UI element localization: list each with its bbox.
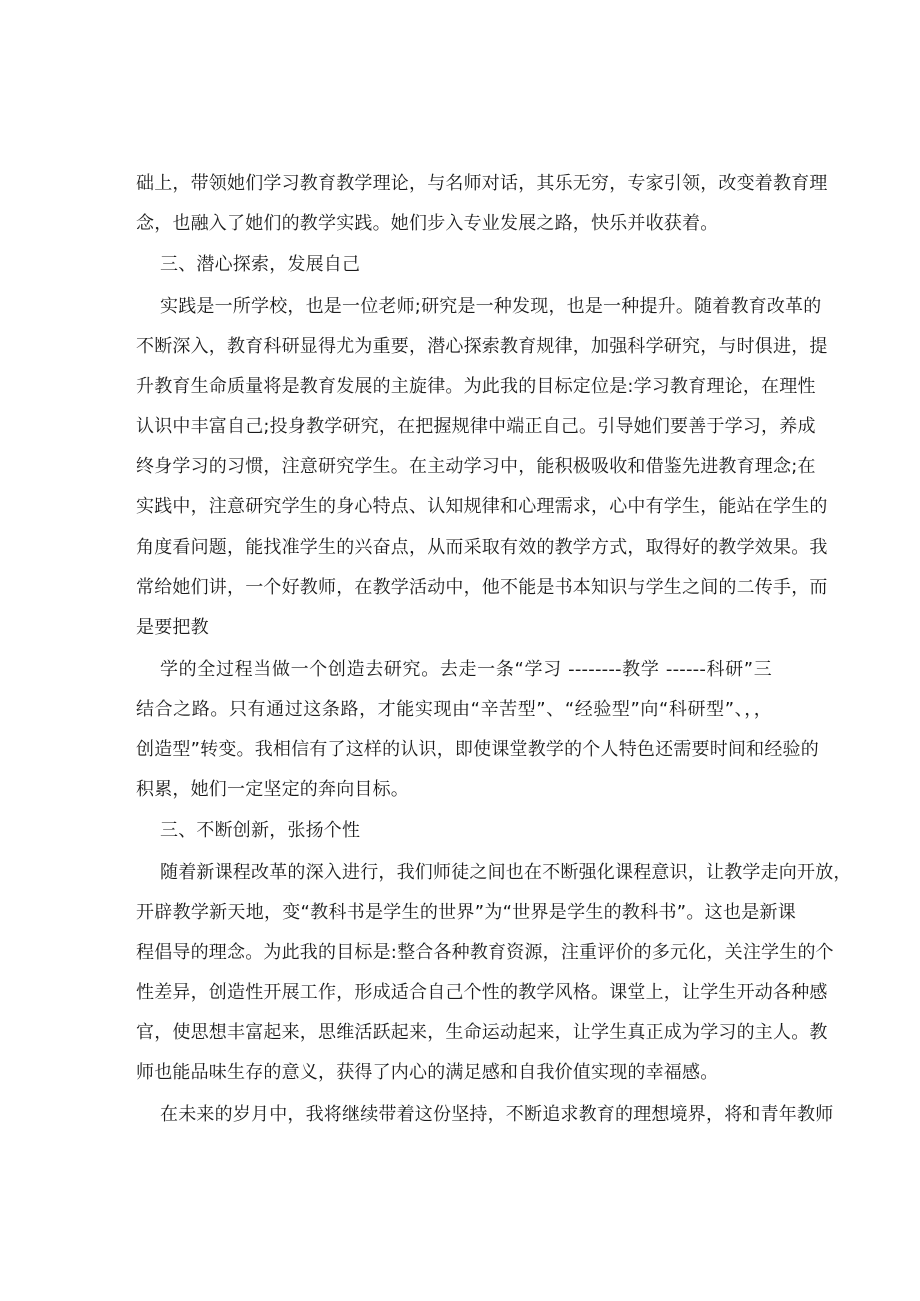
text-line: 性差异，创造性开展工作，形成适合自己个性的教学风格。课堂上，让学生开动各种感: [136, 982, 828, 1003]
text-line: 开辟教学新天地，变“教科书是学生的世界”为“世界是学生的教科书”。这也是新课: [136, 902, 796, 923]
text-line: 创造型”转变。我相信有了这样的认识，即使课堂教学的个人特色还需要时间和经验的: [136, 739, 819, 760]
text-line: 不断深入，教育科研显得尤为重要，潜心探索教育规律，加强科学研究，与时俱进，提: [136, 336, 828, 357]
text-line: 官，使思想丰富起来，思维活跃起来，生命运动起来，让学生真正成为学习的主人。教: [136, 1022, 828, 1043]
text-line: 程倡导的理念。为此我的目标是:整合各种教育资源，注重评价的多元化，关注学生的个: [136, 942, 834, 963]
text-line: 随着新课程改革的深入进行，我们师徒之间也在不断强化课程意识，让教学走向开放，: [160, 862, 852, 883]
text-line: 念，也融入了她们的教学实践。她们步入专业发展之路，快乐并收获着。: [136, 213, 719, 234]
text-line: 实践中，注意研究学生的身心特点、认知规律和心理需求，心中有学生，能站在学生的: [136, 496, 828, 517]
text-line: 学的全过程当做一个创造去研究。去走一条“学习 --------教学 ------科研”三: [160, 659, 772, 680]
text-line: 在未来的岁月中，我将继续带着这份坚持，不断追求教育的理想境界，将和青年教师: [160, 1104, 834, 1125]
text-line: 是要把教: [136, 617, 209, 638]
text-line: 升教育生命质量将是教育发展的主旋律。为此我的目标定位是:学习教育理论，在理性: [136, 376, 816, 397]
text-line: 础上，带领她们学习教育教学理论，与名师对话，其乐无穷，专家引领，改变着教育理: [136, 173, 828, 194]
text-line: 角度看问题，能找准学生的兴奋点，从而采取有效的教学方式，取得好的教学效果。我: [136, 537, 828, 558]
section-heading: 三、潜心探索，发展自己: [160, 254, 361, 275]
text-line: 常给她们讲，一个好教师，在教学活动中，他不能是书本知识与学生之间的二传手，而: [136, 577, 828, 598]
text-line: 终身学习的习惯，注意研究学生。在主动学习中，能积极吸收和借鉴先进教育理念;在: [136, 456, 816, 477]
text-line: 积累，她们一定坚定的奔向目标。: [136, 779, 409, 800]
text-line: 认识中丰富自己;投身教学研究，在把握规律中端正自己。引导她们要善于学习，养成: [136, 416, 816, 437]
text-line: 结合之路。只有通过这条路，才能实现由“辛苦型”、“经验型”向“科研型”、，，: [136, 699, 772, 720]
text-line: 实践是一所学校，也是一位老师;研究是一种发现，也是一种提升。随着教育改革的: [160, 296, 822, 317]
section-heading: 三、不断创新，张扬个性: [160, 820, 361, 841]
text-line: 师也能品味生存的意义，获得了内心的满足感和自我价值实现的幸福感。: [136, 1062, 719, 1083]
